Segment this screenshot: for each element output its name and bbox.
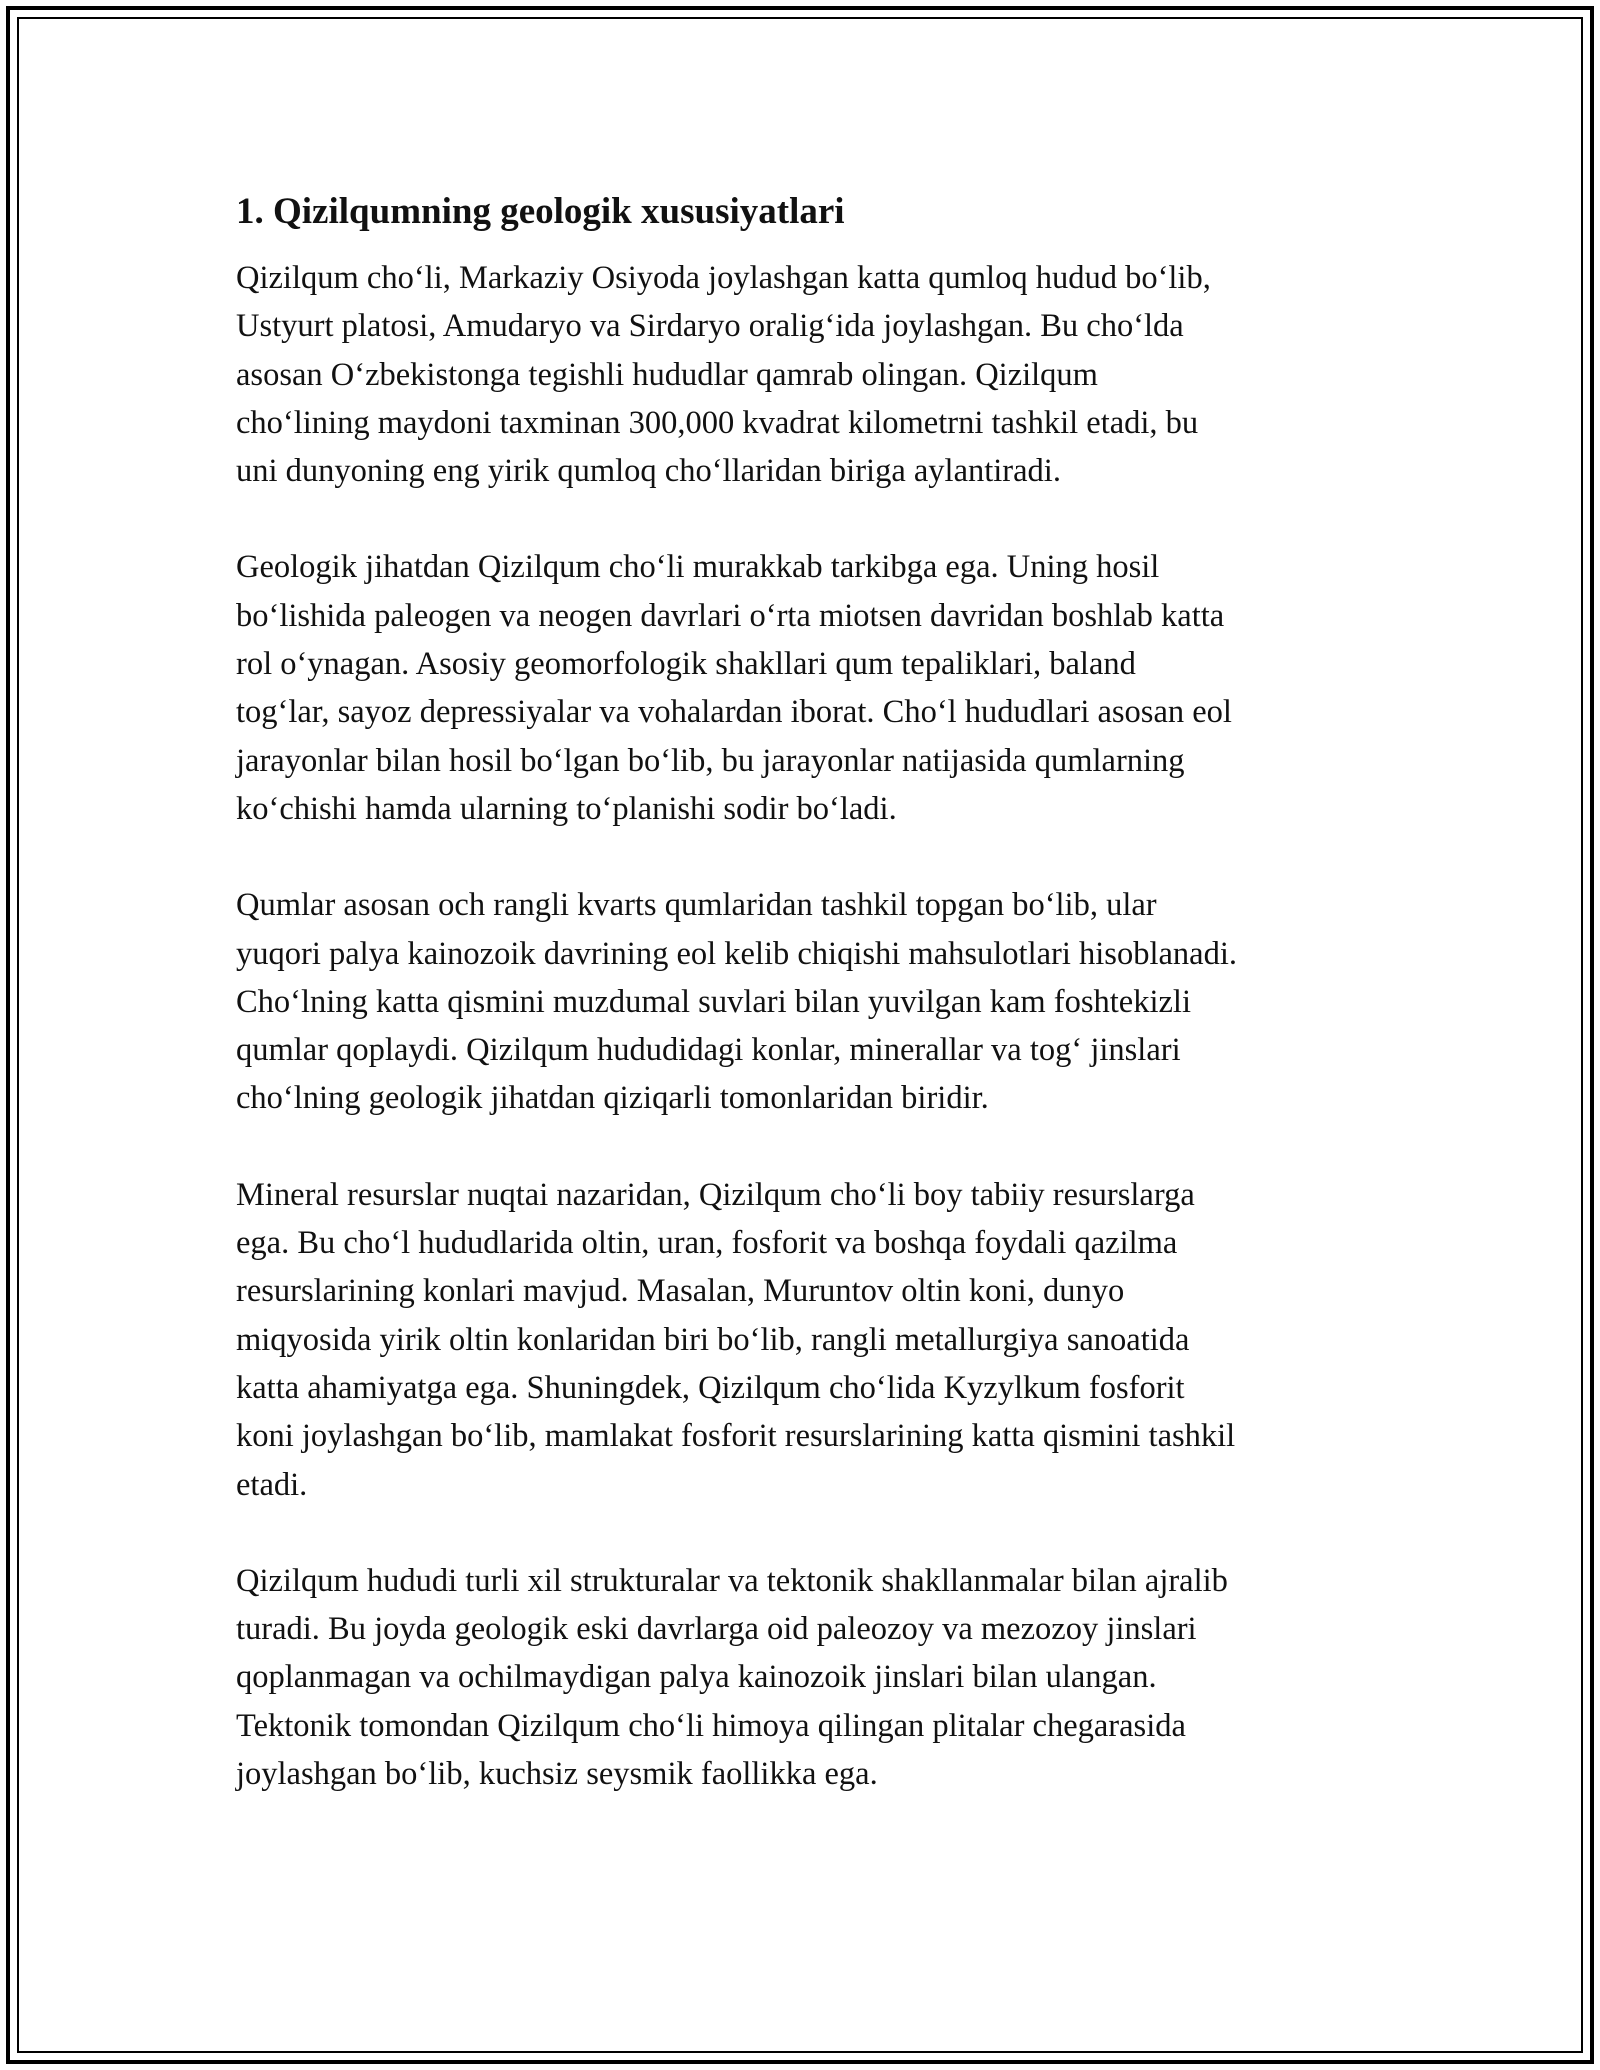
text-line: katta ahamiyatga ega. Shuningdek, Qizilqum cho‘lida Kyzylkum fosforit — [236, 1369, 1185, 1406]
text-line: Geologik jihatdan Qizilqum cho‘li murakkab tarkibga ega. Uning hosil — [236, 549, 1160, 586]
text-line: etadi. — [236, 1466, 308, 1503]
text-line: miqyosida yirik oltin konlaridan biri bo‘lib, rangli metallurgiya sanoatida — [236, 1321, 1190, 1358]
text-line: qoplanmagan va ochilmaydigan palya kainozoik jinslari bilan ulangan. — [236, 1659, 1157, 1696]
text-line: uni dunyoning eng yirik qumloq cho‘llaridan biriga aylantiradi. — [236, 453, 1061, 490]
text-line: asosan O‘zbekistonga tegishli hududlar qamrab olingan. Qizilqum — [236, 356, 1098, 393]
document-title: 1. Qizilqumning geologik xususiyatlari — [236, 191, 845, 232]
text-line: qumlar qoplaydi. Qizilqum hududidagi konlar, minerallar va tog‘ jinslari — [236, 1032, 1181, 1069]
text-line: Tektonik tomondan Qizilqum cho‘li himoya qilingan plitalar chegarasida — [236, 1707, 1186, 1744]
text-line: Mineral resurslar nuqtai nazaridan, Qizilqum cho‘li boy tabiiy resurslarga — [236, 1176, 1195, 1213]
text-line: resurslarining konlari mavjud. Masalan, Muruntov oltin koni, dunyo — [236, 1273, 1125, 1310]
document-body — [236, 188, 1386, 1846]
text-line: Cho‘lning katta qismini muzdumal suvlari bilan yuvilgan kam foshtekizli — [236, 983, 1191, 1020]
paragraph-4 — [236, 1171, 1386, 1509]
text-line: yuqori palya kainozoik davrining eol kelib chiqishi mahsulotlari hisoblanadi. — [236, 935, 1237, 972]
text-line: Qizilqum hududi turli xil strukturalar va tektonik shakllanmalar bilan ajralib — [236, 1562, 1228, 1599]
text-line: Qumlar asosan och rangli kvarts qumlaridan tashkil topgan bo‘lib, ular — [236, 887, 1157, 924]
text-line: joylashgan bo‘lib, kuchsiz seysmik faollikka ega. — [236, 1756, 878, 1793]
text-line: jarayonlar bilan hosil bo‘lgan bo‘lib, bu jarayonlar natijasida qumlarning — [236, 742, 1185, 779]
text-line: ega. Bu cho‘l hududlarida oltin, uran, fosforit va boshqa foydali qazilma — [236, 1225, 1178, 1262]
text-line: turadi. Bu joyda geologik eski davrlarga oid paleozoy va mezozoy jinslari — [236, 1611, 1197, 1648]
text-line: cho‘lning geologik jihatdan qiziqarli tomonlaridan biridir. — [236, 1080, 989, 1117]
text-line: tog‘lar, sayoz depressiyalar va vohalardan iborat. Cho‘l hududlari asosan eol — [236, 694, 1232, 731]
text-line: ko‘chishi hamda ularning to‘planishi sodir bo‘ladi. — [236, 790, 897, 827]
text-line: Qizilqum cho‘li, Markaziy Osiyoda joylashgan katta qumloq hudud bo‘lib, — [236, 260, 1211, 296]
text-line: bo‘lishida paleogen va neogen davrlari o‘rta miotsen davridan boshlab katta — [236, 597, 1225, 634]
text-line: rol o‘ynagan. Asosiy geomorfologik shakllari qum tepaliklari, baland — [236, 646, 1136, 683]
paragraph-2 — [236, 543, 1386, 833]
text-line: Ustyurt platosi, Amudaryo va Sirdaryo oralig‘ida joylashgan. Bu cho‘lda — [236, 308, 1184, 345]
text-line: koni joylashgan bo‘lib, mamlakat fosforit resurslarining katta qismini tashkil — [236, 1418, 1236, 1455]
paragraph-5 — [236, 1557, 1386, 1798]
text-line: cho‘lining maydoni taxminan 300,000 kvadrat kilometrni tashkil etadi, bu — [236, 404, 1199, 441]
paragraph-1 — [236, 254, 1386, 495]
paragraph-3 — [236, 881, 1386, 1122]
